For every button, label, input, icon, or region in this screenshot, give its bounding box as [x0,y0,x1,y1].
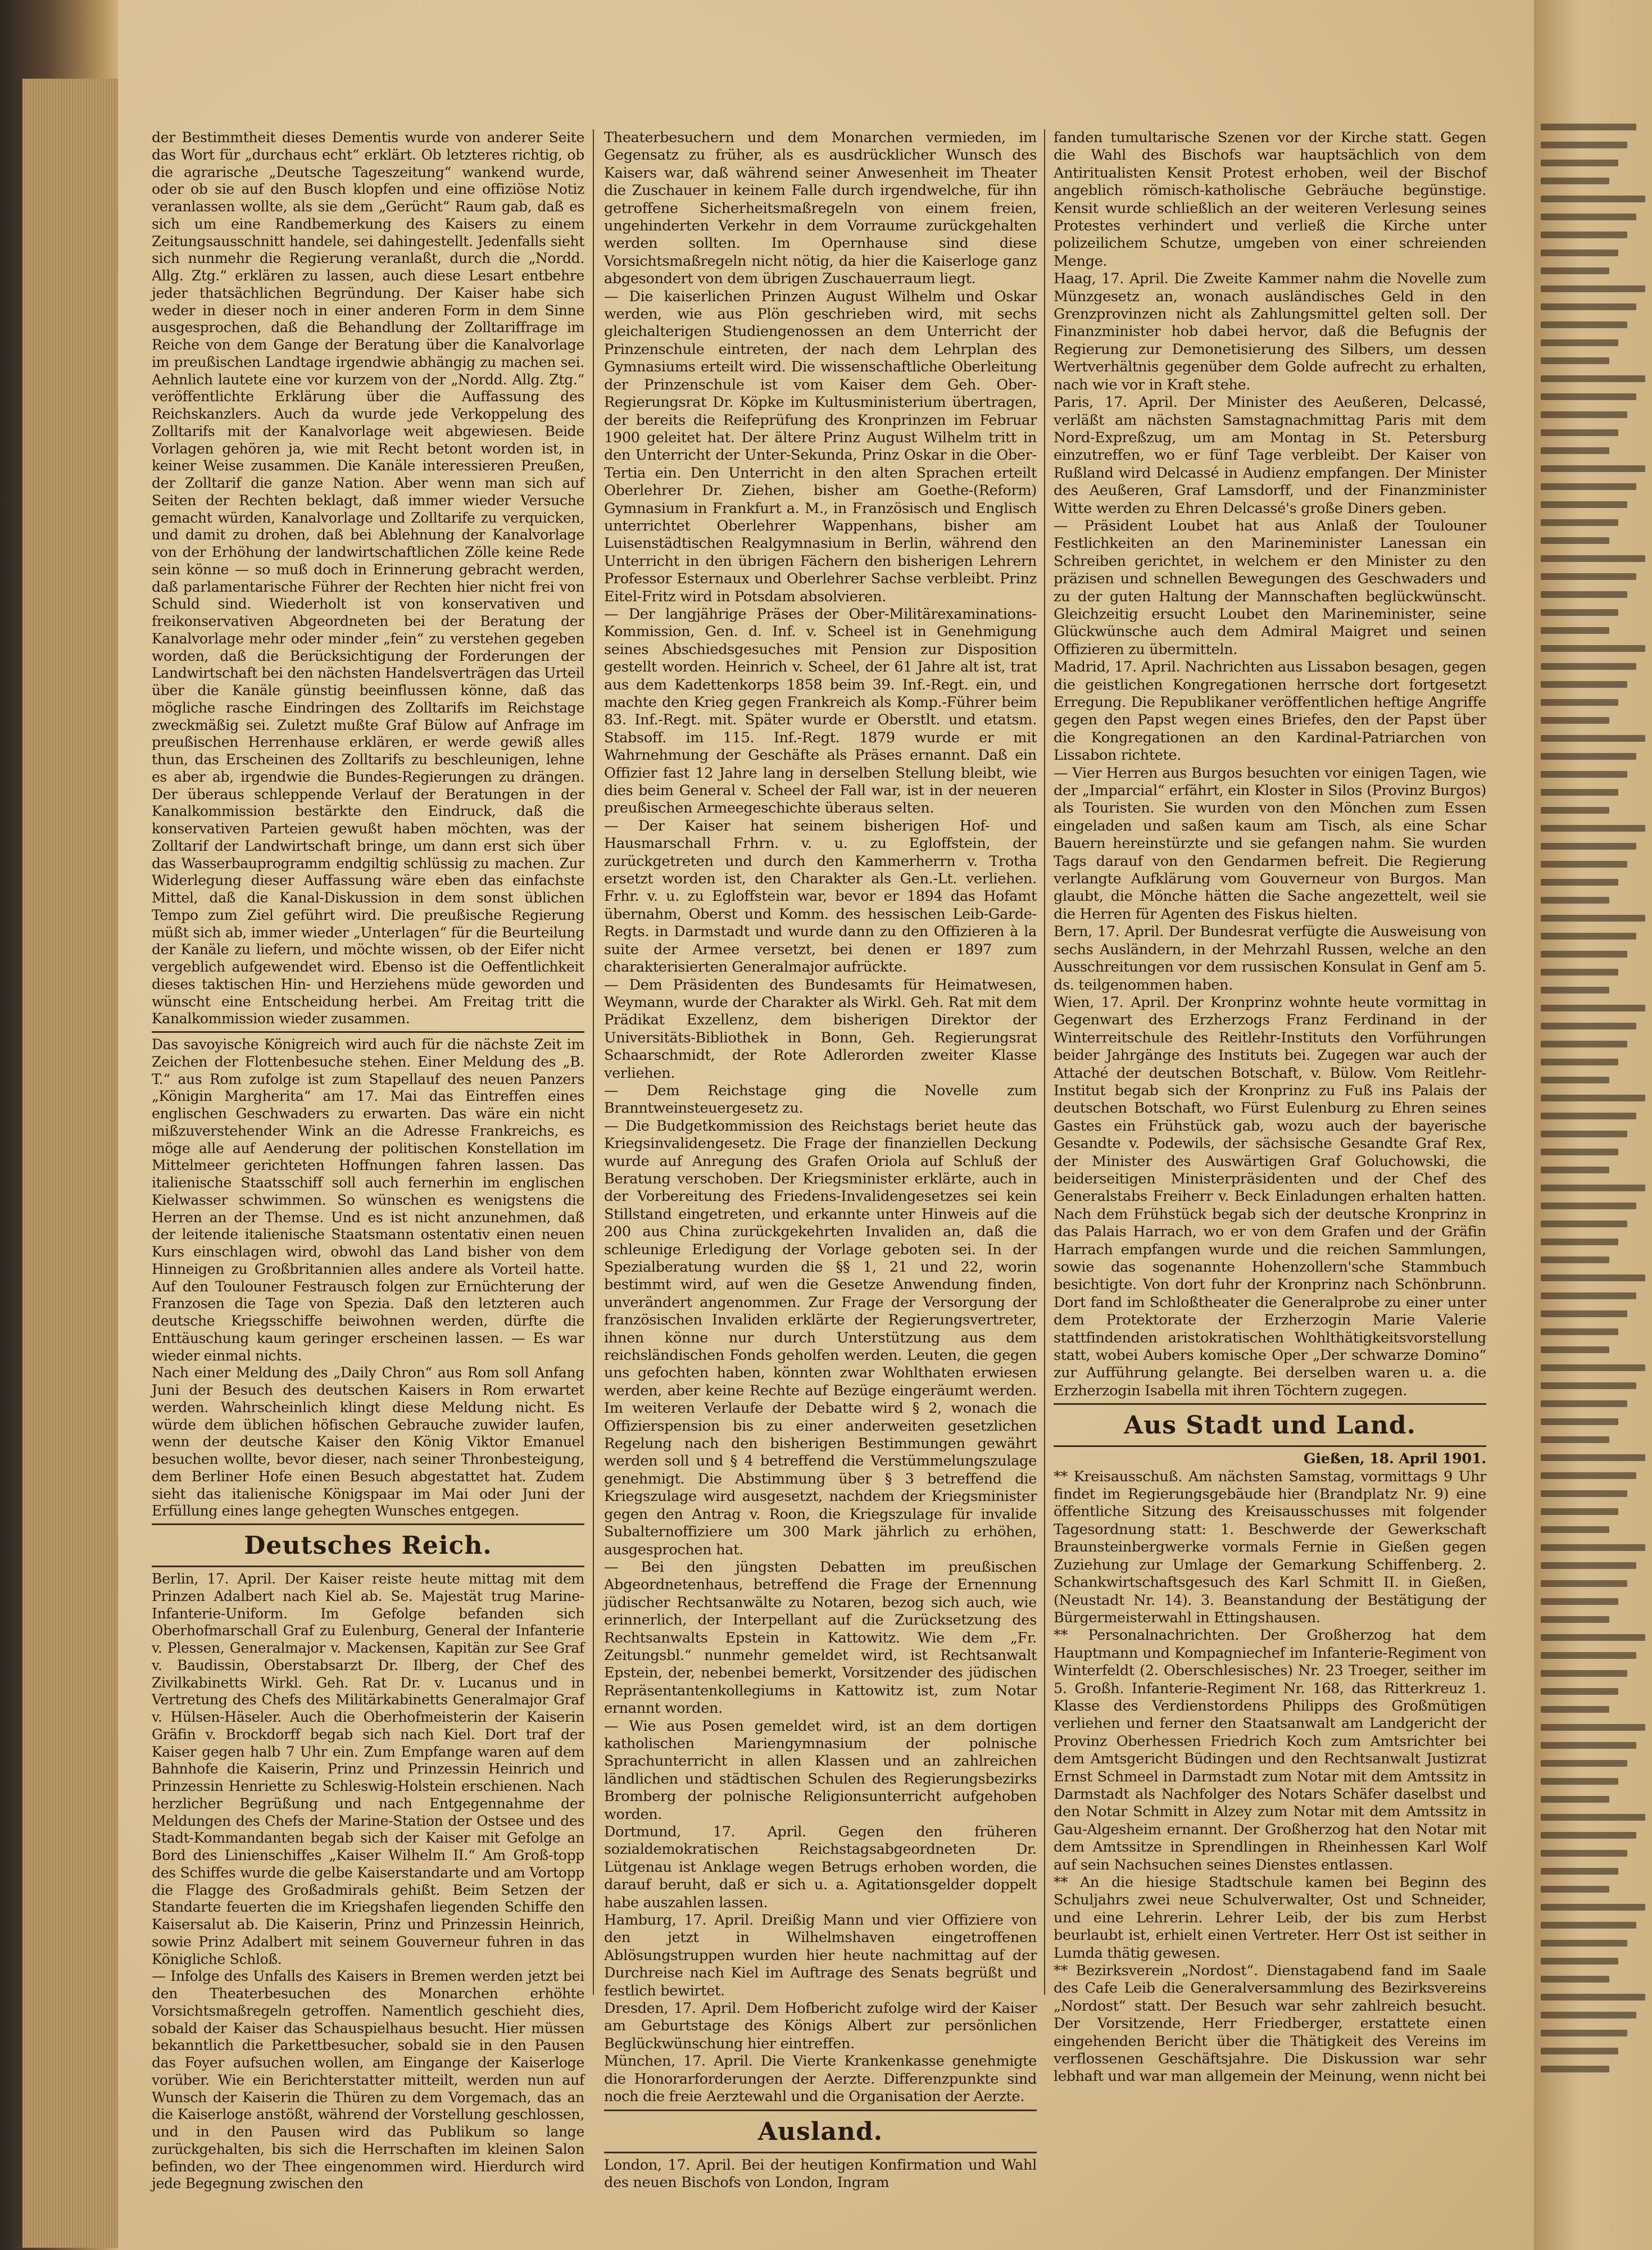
text-line-fragment [1541,501,1627,508]
text-line-fragment [1541,1652,1636,1659]
text-line-fragment [1541,1526,1609,1533]
text-line-fragment [1541,1310,1627,1317]
dateline: Gießen, 18. April 1901. [1303,1450,1486,1468]
section-rule [152,1031,584,1033]
text-line-fragment [1541,807,1609,814]
paragraph: ** Bezirksverein „Nordost“. Dienstagabend fand im Saale des Cafe Leib die Generalversammlung des Bezirksvereins „Nordost“ statt. Der Besuch war sehr zahlreich besucht. Der Vorsitzende, Herr Friedberger, erstattete einen eingehenden Bericht über die Thätigkeit des Vereins im verflossenen Geschäftsjahre. Die Diskussion war sehr lebhaft und war man allgemein der Meinung, wenn nicht bei [1054,1962,1486,2085]
paragraph: — Vier Herren aus Burgos besuchten vor einigen Tagen, wie der „Imparcial“ erfährt, ein Kloster in Silos (Provinz Burgos) als Touristen. Sie wurden von den Mönchen zum Essen eingeladen und saßen kaum am Tisch, als eine Schar Bauern hereinstürzte und sie gefangen nahm. Sie wurden Tags darauf von den Gendarmen befreit. Die Regierung verlangte Aufklärung vom Gouverneur von Burgos. Man glaubt, die Mönche hätten die Sache angezettelt, weil sie die Herren für Agenten des Fiskus hielten. [1054,764,1486,923]
paragraph: — Wie aus Posen gemeldet wird, ist an dem dortigen katholischen Mariengymnasium der polnische Sprachunterricht in allen Klassen und an zahlreichen ländlichen und städtischen Schulen des Regierungsbezirks Bromberg der polnische Religionsunterricht aufgehoben worden. [604,1717,1037,1823]
text-line-fragment [1541,1454,1645,1461]
text-line-fragment [1541,178,1609,184]
text-line-fragment [1541,2066,1609,2072]
column-1 [152,129,584,2193]
paragraph: Haag, 17. April. Die Zweite Kammer nahm die Novelle zum Münzgesetz an, wonach ausländisches Geld in den Grenzprovinzen nicht als Zahlungsmittel gelten soll. Der Finanzminister hob dabei hervor, daß die Befugnis der Regierung zur Demonetisierung des Silbers, um dessen Wertverhältnis gegenüber dem Golde aufrecht zu erhalten, nach wie vor in Kraft stehe. [1054,270,1486,393]
paragraph: — Die Budgetkommission des Reichstags beriet heute das Kriegsinvalidengesetz. Die Frage der finanziellen Deckung wurde auf Anregung des Grafen Oriola auf Schluß der Beratung verschoben. Der Kriegsminister erklärte, auch in der Vorbereitung des Friedens-Invalidengesetzes sei kein Stillstand eingetreten, und erkannte unter Hinweis auf die 200 aus China zurückgekehrten Invaliden an, daß die schleunige Erledigung der Vorlage geboten sei. In der Spezialberatung wurden die §§ 1, 21 und 22, worin bestimmt wird, auf wen die Gesetze Anwendung finden, unverändert angenommen. Zur Frage der Versorgung der französischen Invaliden erklärte der Regierungsvertreter, ihnen könne nur durch Unterstützung aus dem reichsländischen Fonds geholfen werden. Leuten, die gegen uns gefochten haben, könnten zwar Wohlthaten erwiesen werden, aber keine Rechte auf Bezüge eingeräumt werden. Im weiteren Verlaufe der Debatte wird § 2, wonach die Offizierspension bis zu einer anderweiten gesetzlichen Regelung nach den bisherigen Bestimmungen gewährt werden soll und § 4 betreffend die Verstümmelungszulage genehmigt. Die Abstimmung über § 3 betreffend die Kriegszulage wird ausgesetzt, nachdem der Kriegsminister gegen den Antrag v. Roon, die Kriegszulage für invalide Subalternoffiziere um 300 Mark jährlich zu erhöhen, ausgesprochen hat. [604,1117,1037,1558]
text-line-fragment [1541,555,1645,562]
text-line-fragment [1541,1868,1618,1875]
text-line-fragment [1541,429,1618,436]
paragraph: Theaterbesuchern und dem Monarchen vermieden, im Gegensatz zu früher, als es ausdrücklicher Wunsch des Kaisers war, daß während seiner Anwesenheit im Theater die Zuschauer in keinem Falle durch irgendwelche, für ihn getroffene Sicherheitsmaßregeln von einem freien, ungehinderten Verkehr in dem Vorraume zurückgehalten werden sollten. Im Opernhause sind diese Vorsichtsmaßregeln nicht nötig, da hier die Kaiserloge ganz abgesondert von dem übrigen Zuschauerraum liegt. [604,129,1037,288]
text-line-fragment [1541,142,1627,148]
text-line-fragment [1541,1185,1645,1191]
text-line-fragment [1541,411,1627,418]
paragraph: — Dem Präsidenten des Bundesamts für Heimatwesen, Weymann, wurde der Charakter als Wirkl. Geh. Rat mit dem Prädikat Exzellenz, dem bisherigen Direktor der Universitäts-Bibliothek in Bonn, Geh. Regierungsrat Schaarschmidt, der Rote Adlerorden zweiter Klasse verliehen. [604,976,1037,1082]
text-line-fragment [1541,1562,1636,1569]
text-line-fragment [1541,1346,1609,1353]
paragraph: London, 17. April. Bei der heutigen Konfirmation und Wahl des neuen Bischofs von London, Ingram [604,2156,1037,2191]
text-line-fragment [1541,357,1609,364]
text-line-fragment [1541,951,1627,958]
text-line-fragment [1541,1436,1609,1443]
text-line-fragment [1541,1886,1609,1893]
paragraph: ** Personalnachrichten. Der Großherzog hat dem Hauptmann und Kompagniechef im Infanterie-Regiment von Winterfeldt (2. Oberschlesisches) Nr. 23 Troeger, seither im 5. Großh. Infanterie-Regiment Nr. 168, das Ritterkreuz 1. Klasse des Verdienstordens Philipps des Großmütigen verliehen und ferner den Staatsanwalt am Landgericht der Provinz Oberhessen Friedrich Koch zum Amtsrichter bei dem Amtsgericht Büdingen und den Rechtsanwalt Justizrat Ernst Schmeel in Darmstadt zum Notar mit dem Amtssitz in Darmstadt als Nachfolger des Notars Schäfer daselbst und den Notar Schmitt in Alzey zum Notar mit dem Amtssitz in Gau-Algesheim ernannt. Der Großherzog hat den Notar mit dem Amtssitze in Sprendlingen in Rheinhessen Karl Wolf auf sein Nachsuchen seines Dienstes entlassen. [1054,1627,1486,1874]
paragraph: — Infolge des Unfalls des Kaisers in Bremen werden jetzt bei den Theaterbesuchen des Monarchen erhöhte Vorsichtsmaßregeln getroffen. Namentlich geschieht dies, sobald der Kaiser das Schauspielhaus besucht. Hier müssen bekanntlich die Parkettbesucher, sobald sie in den Pausen das Foyer aufsuchen wollen, am Eingange der Kaiserloge vorüber. Wie ein Berichterstatter mitteilt, werden nun auf Wunsch der Kaiserin die Thüren zu dem Vorgemach, das an die Kaiserloge anstößt, während der Vorstellung geschlossen, und in den Pausen wird das Publikum so lange zurückgehalten, bis sich die Herrschaften im kleinen Salon befinden, wo der Thee eingenommen wird. Hierdurch wird jede Begegnung zwischen den [152,1968,584,2192]
text-line-fragment [1541,483,1636,490]
text-line-fragment [1541,1256,1609,1263]
text-line-fragment [1541,987,1609,994]
paragraph: — Bei den jüngsten Debatten im preußischen Abgeordnetenhaus, betreffend die Frage der Ernennung jüdischer Rechtsanwälte zu Notaren, bezog sich auch, wie erinnerlich, der Interpellant auf die Zurücksetzung des Rechtsanwalts Epstein in Kattowitz. Wie dem „Fr. Zeitungsbl.“ nunmehr gemeldet wird, ist Rechtsanwalt Epstein, der, nebenbei bemerkt, Vorsitzender des jüdischen Repräsentantenkollegiums in Kattowitz ist, zum Notar ernannt worden. [604,1558,1037,1717]
text-line-fragment [1541,681,1627,688]
paragraph: München, 17. April. Die Vierte Krankenkasse genehmigte die Honorarforderungen der Aerzte. Differenzpunkte sind noch die freie Aerztewahl und die Organisation der Aerzte. [604,2053,1037,2106]
text-line-fragment [1541,1832,1636,1839]
text-line-fragment [1541,1904,1645,1911]
text-line-fragment [1541,1778,1618,1785]
paragraph: Wien, 17. April. Der Kronprinz wohnte heute vormittag in Gegenwart des Erzherzogs Franz Ferdinand in der Winterreitschule des Reitlehr-Instituts den Vorführungen beider Jahrgänge des Instituts bei. Zugegen war auch der Attaché der deutschen Botschaft, v. Bülow. Vom Reitlehr-Institut begab sich der Kronprinz zu Fuß ins Palais der deutschen Botschaft, wo Fürst Eulenburg zu Ehren seines Gastes ein Frühstück gab, wozu auch der bayerische Gesandte v. Podewils, der sächsische Gesandte Graf Rex, der Minister des Auswärtigen Graf Goluchowski, die beiderseitigen Ministerpräsidenten und der Chef des Generalstabs Freiherr v. Beck Einladungen erhalten hatten. Nach dem Frühstück begab sich der deutsche Kronprinz in das Palais Harrach, wo er von dem Grafen und der Gräfin Harrach empfangen wurde und die reichen Sammlungen, sowie das sogenannte Hohenzollern'sche Stammbuch besichtigte. Von dort fuhr der Kronprinz nach Schönbrunn. Dort fand im Schloßtheater die Generalprobe zu einer unter dem Protektorate der Erzherzogin Marie Valerie stattfindenden aristokratischen Wohlthätigkeitsvorstellung statt, wobei Aubers komische Oper „Der schwarze Domino“ zur Aufführung gelangte. Bei derselben waren u. a. die Erzherzogin Isabella mit ihren Töchtern zugegen. [1054,994,1486,1399]
text-line-fragment [1541,1113,1636,1119]
section-rule [604,2110,1037,2111]
text-line-fragment [1541,609,1618,616]
text-line-fragment [1541,1922,1636,1929]
text-line-fragment [1541,591,1627,598]
paragraph: Das savoyische Königreich wird auch für die nächste Zeit im Zeichen der Flottenbesuche stehen. Einer Meldung des „B. T.“ aus Rom zufolge ist zum Stapellauf des neuen Panzers „Königin Margherita“ am 17. Mai das Eintreffen eines englischen Geschwaders zu erwarten. Das wäre ein nicht mißzuverstehender Wink an die Adresse Frankreichs, es möge alle auf Aenderung der politischen Konstellation im Mittelmeer gerichteten Hoffnungen fahren lassen. Das italienische Staatsschiff soll auch fernerhin im englischen Kielwasser schwimmen. So wünschen es wenigstens die Herren an der Themse. Und es ist nicht anzunehmen, daß der leitende italienische Staatsmann ostentativ einen neuen Kurs einschlagen wird, obwohl das Land bisher von dem Hinneigen zu Großbritannien alles andere als Vorteil hatte. Auf den Toulouner Festrausch folgen zur Ernüchterung der Franzosen die Tage von Spezia. Daß den letzteren auch deutsche Kriegsschiffe beiwohnen werden, dürfte die Enttäuschung kaum geringer erscheinen lassen. — Es war wieder einmal nichts. [152,1036,584,1364]
paragraph: Dresden, 17. April. Dem Hofbericht zufolge wird der Kaiser am Geburtstage des Königs Albert zur persönlichen Beglückwünschung hier eintreffen. [604,2000,1037,2052]
text-line-fragment [1541,1850,1627,1857]
paragraph: Dortmund, 17. April. Gegen den früheren sozialdemokratischen Reichstagsabgeordneten Dr. Lütgenau ist Anklage wegen Betrugs erhoben worden, die darauf beruht, daß er sich u. a. Agitationsgelder doppelt habe auszahlen lassen. [604,1823,1037,1911]
text-line-fragment [1541,861,1627,868]
text-line-fragment [1541,1239,1618,1245]
column-rule [1044,129,1045,1995]
text-line-fragment [1541,232,1627,238]
text-line-fragment [1541,1023,1636,1029]
text-line-fragment [1541,573,1636,580]
paragraph: — Dem Reichstage ging die Novelle zum Branntweinsteuergesetz zu. [604,1082,1037,1117]
text-line-fragment [1541,1544,1645,1551]
text-line-fragment [1541,2012,1636,2018]
text-line-fragment [1541,1131,1627,1137]
text-line-fragment [1541,2030,1627,2036]
text-line-fragment [1541,717,1609,724]
text-line-fragment [1541,843,1636,850]
text-line-fragment [1541,1221,1627,1227]
text-line-fragment [1541,1418,1618,1425]
text-line-fragment [1541,1958,1618,1965]
text-line-fragment [1541,1796,1609,1803]
text-line-fragment [1541,447,1609,454]
text-line-fragment [1541,267,1609,274]
text-line-fragment [1541,969,1618,976]
text-line-fragment [1541,160,1618,166]
text-line-fragment [1541,735,1645,742]
text-line-fragment [1541,2048,1618,2054]
section-rule [604,2152,1037,2153]
text-line-fragment [1541,1382,1636,1389]
text-line-fragment [1541,1670,1627,1677]
text-line-fragment [1541,321,1627,328]
text-line-fragment [1541,699,1618,706]
text-line-fragment [1541,1508,1618,1515]
text-line-fragment [1541,1005,1645,1011]
section-rule [1054,1403,1486,1405]
text-line-fragment [1541,1634,1645,1641]
text-line-fragment [1541,825,1645,832]
text-line-fragment [1541,1724,1645,1731]
section-heading: Deutsches Reich. [244,1531,492,1560]
paragraph: ** Kreisausschuß. Am nächsten Samstag, vormittags 9 Uhr findet im Regierungsgebäude hier (Brandplatz Nr. 9) eine öffentliche Sitzung des Kreisausschusses mit folgender Tagesordnung statt: 1. Beschwerde der Gewerkschaft Braunsteinbergwerke vormals Fernie in Gießen gegen Zuziehung zur Umlage der Gemarkung Schiffenberg. 2. Schankwirtschaftsgesuch des Karl Schmitt II. in Gießen, (Neustadt Nr. 14). 3. Beanstandung der Bestätigung der Bürgermeisterwahl in Ettingshausen. [1054,1468,1486,1626]
text-line-fragment [1541,753,1636,760]
section-rule [152,1566,584,1567]
paragraph: Nach einer Meldung des „Daily Chron“ aus Rom soll Anfang Juni der Besuch des deutschen Kaisers in Rom erwartet werden. Wahrscheinlich klingt diese Meldung nicht. Es würde dem üblichen höfischen Gebrauche zuwider laufen, wenn der deutsche Kaiser den König Viktor Emanuel besuchen wollte, bevor dieser, nach seiner Thronbesteigung, dem Berliner Hofe einen Besuch abgestattet hat. Zudem sieht das italienische Königspaar im Mai oder Juni der Erfüllung eines lange gehegten Wunsches entgegen. [152,1364,584,1519]
text-line-fragment [1541,933,1636,940]
paragraph: Bern, 17. April. Der Bundesrat verfügte die Ausweisung von sechs Ausländern, in der Mehrzahl Russen, welche an den Ausschreitungen vor dem russischen Konsulat in Genf am 5. ds. teilgenommen haben. [1054,923,1486,994]
paragraph: der Bestimmtheit dieses Dementis wurde von anderer Seite das Wort für „durchaus echt“ erklärt. Ob letzteres richtig, ob die agrarische „Deutsche Tageszeitung“ wankend wurde, oder ob sie auf den Busch klopfen und eine offiziöse Notiz veranlassen wollte, als sie dem „Gerücht“ Raum gab, daß es sich um eine Randbemerkung des Kaisers zu einem Zeitungsausschnitt handele, sei dahingestellt. Jedenfalls sieht sich nunmehr die Regierung veranlaßt, durch die „Nordd. Allg. Ztg.“ erklären zu lassen, auch diese Lesart entbehre jeder thatsächlichen Begründung. Der Kaiser habe sich weder in dieser noch in einer anderen Form in dem Sinne ausgesprochen, daß die Behandlung der Zolltariffrage im Reiche von dem Gange der Beratung über die Kanalvorlage im preußischen Landtage irgendwie abhängig zu machen sei. Aehnlich lautete eine vor kurzem von der „Nordd. Allg. Ztg.“ veröffentlichte Erklärung über die Auffassung des Reichskanzlers. Auch da wurde jede Verkoppelung des Zolltarifs mit der Kanalvorlage weit abgewiesen. Beide Vorlagen gehören ja, wie mit Recht betont worden ist, in keiner Weise zusammen. Die Kanäle interessieren Preußen, der Zolltarif die ganze Nation. Aber wenn man sich auf Seiten der Rechten beklagt, daß immer wieder Versuche gemacht würden, Kanalvorlage und Zolltarife zu verquicken, und damit zu drohen, daß bei Ablehnung der Kanalvorlage von der Erhöhung der landwirtschaftlichen Zölle keine Rede sein könne — so muß doch in Erinnerung gebracht werden, daß parlamentarische Führer der Rechten hier nicht frei von Schuld sind. Wiederholt ist von konservativen und freikonservativen Abgeordneten bei der Beratung der Kanalvorlage mehr oder minder „fein“ zu verstehen gegeben worden, daß die Berücksichtigung der Forderungen der Landwirtschaft bei den nächsten Handelsverträgen das Urteil über die Kanäle günstig beeinflussen könne, daß das mögliche rasche Eindringen des Zolltarifs im Reichstage zweckmäßig sei. Zuletzt mußte Graf Bülow auf Anfrage im preußischen Herrenhause erklären, er werde gewiß alles thun, das Erscheinen des Zolltarifs zu beschleunigen, lehne es aber ab, irgendwie die Bundes-Regierungen zu drängen. Der überaus schleppende Verlauf der Beratungen in der Kanalkommission bestärkte den Eindruck, daß die konservativen Parteien gewußt haben möchten, was der Zolltarif der Landwirtschaft bringe, um dann erst sich über das Wasserbauprogramm endgiltig schlüssig zu machen. Zur Widerlegung dieser Auffassung wäre eben das einfachste Mittel, daß die Kanal-Diskussion in dem sonst üblichen Tempo zum Ziel geführt wird. Die preußische Regierung müßt sich ab, immer wieder „Unterlagen“ für die Beurteilung der Kanäle zu liefern, und möchte wissen, ob der Eifer nicht vergeblich aufgewendet wird. Ebenso ist die Oeffentlichkeit dieses taktischen Hin- und Herziehens müde geworden und wünscht eine Entscheidung herbei. Am Freitag tritt die Kanalkommission wieder zusammen. [152,129,584,1027]
text-line-fragment [1541,1400,1627,1407]
text-line-fragment [1541,1292,1636,1299]
text-line-fragment [1541,771,1627,778]
text-line-fragment [1541,645,1645,652]
text-line-fragment [1541,1328,1618,1335]
paragraph: — Der langjährige Präses der Ober-Militärexaminations-Kommission, Gen. d. Inf. v. Scheel ist in Genehmigung seines Abschiedsgesuches mit Pension zur Disposition gestellt worden. Heinrich v. Scheel, der 61 Jahre alt ist, trat aus dem Kadettenkorps 1858 beim 39. Inf.-Regt. ein, und machte den Krieg gegen Frankreich als Komp.-Führer beim 83. Inf.-Regt. mit. Später wurde er Oberstlt. und etatsm. Stabsoff. im 115. Inf.-Regt. 1879 wurde er mit Wahrnehmung der Geschäfte als Präses ernannt. Daß ein Offizier fast 12 Jahre lang in derselben Stellung bleibt, wie dies beim General v. Scheel der Fall war, ist in der neueren preußischen Armeegeschichte überaus selten. [604,605,1037,817]
text-line-fragment [1541,1095,1645,1101]
text-line-fragment [1541,303,1636,310]
text-line-fragment [1541,393,1636,400]
paragraph: Madrid, 17. April. Nachrichten aus Lissabon besagen, gegen die geistlichen Kongregationen herrsche dort fortgesetzt Erregung. Die Republikaner veröffentlichen heftige Angriffe gegen den Papst wegen eines Briefes, den der Papst über die Kongregationen an den Kardinal-Patriarchen von Lissabon richtete. [1054,659,1486,764]
paragraph: Hamburg, 17. April. Dreißig Mann und vier Offiziere von den jetzt in Wilhelmshaven eingetroffenen Ablösungstruppen wurden hier heute nachmittag auf der Durchreise nach Kiel im Auftrage des Senats begrüßt und festlich bewirtet. [604,1912,1037,1999]
text-line-fragment [1541,1598,1618,1605]
section-heading: Ausland. [757,2117,883,2146]
text-line-fragment [1541,519,1618,526]
paragraph: Paris, 17. April. Der Minister des Aeußeren, Delcassé, verläßt am nächsten Samstagnachmittag Paris mit dem Nord-Expreßzug, um am Montag in St. Petersburg einzutreffen, wo er fünf Tage verbleibt. Der Kaiser von Rußland wird Delcassé in Audienz empfangen. Der Minister des Aeußeren, Graf Lamsdorff, und der Finanzminister Witte werden zu Ehren Delcassé's große Diners geben. [1054,394,1486,517]
column-rule [593,129,594,1995]
column-2 [604,129,1037,2192]
text-line-fragment [1541,124,1636,130]
text-line-fragment [1541,1760,1627,1767]
text-line-fragment [1541,465,1645,472]
section-rule [152,1523,584,1525]
paragraph: — Die kaiserlichen Prinzen August Wilhelm und Oskar werden, wie aus Plön geschrieben wird, mit sechs gleichalterigen Studiengenossen an dem Unterricht der Prinzenschule eintreten, der nach dem Lehrplan des Gymnasiums erteilt wird. Die wissenschaftliche Oberleitung der Prinzenschule ist vom Kaiser dem Geh. Ober-Regierungsrat Dr. Köpke im Kultusministerium übertragen, der bereits die Reifeprüfung des Kronprinzen im Februar 1900 geleitet hat. Der ältere Prinz August Wilhelm tritt in den Unterricht der Unter-Sekunda, Prinz Oskar in die Ober-Tertia ein. Den Unterricht in den alten Sprachen erteilt Oberlehrer Dr. Ziehen, bisher am Goethe-(Reform) Gymnasium in Frankfurt a. M., in Französisch und Englisch unterrichtet Oberlehrer Wappenhans, bisher am Luisenstädtischen Realgymnasium in Berlin, während den Unterricht in den übrigen Fächern den bisherigen Lehrern Professor Esternaux und Oberlehrer Sachse verbleibt. Prinz Eitel-Fritz wird in Potsdam absolvieren. [604,288,1037,605]
text-line-fragment [1541,1059,1618,1065]
next-page-edge [1534,0,1652,2250]
paragraph: fanden tumultarische Szenen vor der Kirche statt. Gegen die Wahl des Bischofs war hauptsächlich von dem Antiritualisten Kensit Protest erhoben, weil der Bischof angeblich römisch-katholische Gebräuche begünstige. Kensit wurde schließlich an der weiteren Verlesung seines Protestes verhindert und verließ die Kirche unter polizeilichem Schutze, umgeben von einer schreienden Menge. [1054,129,1486,270]
paragraph: — Präsident Loubet hat aus Anlaß der Toulouner Festlichkeiten an den Marineminister Lanessan ein Schreiben gerichtet, in welchem er den Minister zu den präzisen und schnellen Bewegungen des Geschwaders und zu der guten Haltung der Mannschaften beglückwünscht. Gleichzeitig ersucht Loubet den Marineminister, seine Glückwünsche auch dem Admiral Maigret und seinen Offizieren zu übermitteln. [1054,517,1486,658]
text-line-fragment [1541,537,1609,544]
text-line-fragment [1541,663,1636,670]
paragraph: — Der Kaiser hat seinem bisherigen Hof- und Hausmarschall Frhrn. v. u. zu Egloffstein, der zurückgetreten und durch den Kammerherrn v. Trotha ersetzt worden ist, den Charakter als Gen.-Lt. verliehen. Frhr. v. u. zu Egloffstein war, bevor er 1894 das Hofamt übernahm, Oberst und Komm. des hessischen Leib-Garde-Regts. in Darmstadt und wurde dann zu den Offizieren à la suite der Armee versetzt, bei denen er 1897 zum charakterisierten Generalmajor aufrückte. [604,817,1037,976]
left-page-edge [22,79,121,2248]
text-line-fragment [1541,1814,1645,1821]
paragraph: ** An die hiesige Stadtschule kamen bei Beginn des Schuljahrs zwei neue Schulverwalter, Ost und Schneider, und eine Lehrerin. Lehrer Leib, der bis zum Herbst beurlaubt ist, erhielt einen Vertreter. Herr Ost ist seither in Lumda thätig gewesen. [1054,1874,1486,1962]
text-line-fragment [1541,915,1645,922]
text-line-fragment [1541,1077,1609,1083]
text-line-fragment [1541,1940,1627,1947]
paragraph: Berlin, 17. April. Der Kaiser reiste heute mittag mit dem Prinzen Adalbert nach Kiel ab. Se. Majestät trug Marine-Infanterie-Uniform. Im Gefolge befanden sich Oberhofmarschall Graf zu Eulenburg, General der Infanterie v. Plessen, Generalmajor v. Mackensen, Kapitän zur See Graf v. Baudissin, Oberstabsarzt Dr. Ilberg, der Chef des Zivilkabinetts Wirkl. Geh. Rat Dr. v. Lucanus und in Vertretung des Chefs des Militärkabinetts Generalmajor Graf v. Hülsen-Häseler. Auch die Oberhofmeisterin der Kaiserin Gräfin v. Brockdorff begab sich nach Kiel. Dort traf der Kaiser gegen halb 7 Uhr ein. Zum Empfange waren auf dem Bahnhofe die Kaiserin, Prinz und Prinzessin Heinrich und Prinzessin Henriette zu Schleswig-Holstein erschienen. Nach herzlicher Begrüßung und nach Entgegennahme der Meldungen des Chefs der Marine-Station der Ostsee und des Stadt-Kommandanten begab sich der Kaiser mit Gefolge an Bord des Linienschiffes „Kaiser Wilhelm II.“ Am Groß-topp des Schiffes wurde die gelbe Kaiserstandarte und am Vortopp die Flagge des Großadmirals gehißt. Beim Setzen der Standarte feuerten die im Kriegshafen liegenden Schiffe den Kaisersalut ab. Die Kaiserin, Prinz und Prinzessin Heinrich, sowie Prinz Adalbert mit seinem Gouverneur fuhren in das Königliche Schloß. [152,1571,584,1967]
section-rule [1054,1445,1486,1447]
text-line-fragment [1541,1994,1645,2000]
text-line-fragment [1541,897,1609,904]
text-line-fragment [1541,789,1618,796]
text-line-fragment [1541,1472,1636,1479]
text-line-fragment [1541,1274,1645,1281]
text-line-fragment [1541,250,1618,256]
text-line-fragment [1541,1976,1609,1983]
text-line-fragment [1541,285,1645,292]
text-line-fragment [1541,1364,1645,1371]
text-line-fragment [1541,1742,1636,1749]
section-heading: Aus Stadt und Land. [1124,1411,1416,1440]
text-line-fragment [1541,1203,1636,1209]
text-line-fragment [1541,1167,1609,1173]
text-line-fragment [1541,1688,1618,1695]
text-line-fragment [1541,1490,1627,1497]
text-line-fragment [1541,1706,1609,1713]
text-line-fragment [1541,1041,1627,1047]
text-line-fragment [1541,214,1636,220]
text-line-fragment [1541,375,1645,382]
text-line-fragment [1541,879,1618,886]
text-line-fragment [1541,339,1618,346]
text-line-fragment [1541,1149,1618,1155]
text-line-fragment [1541,196,1645,202]
column-3 [1054,129,1486,2086]
text-line-fragment [1541,1616,1609,1623]
text-line-fragment [1541,627,1609,634]
text-line-fragment [1541,1580,1627,1587]
